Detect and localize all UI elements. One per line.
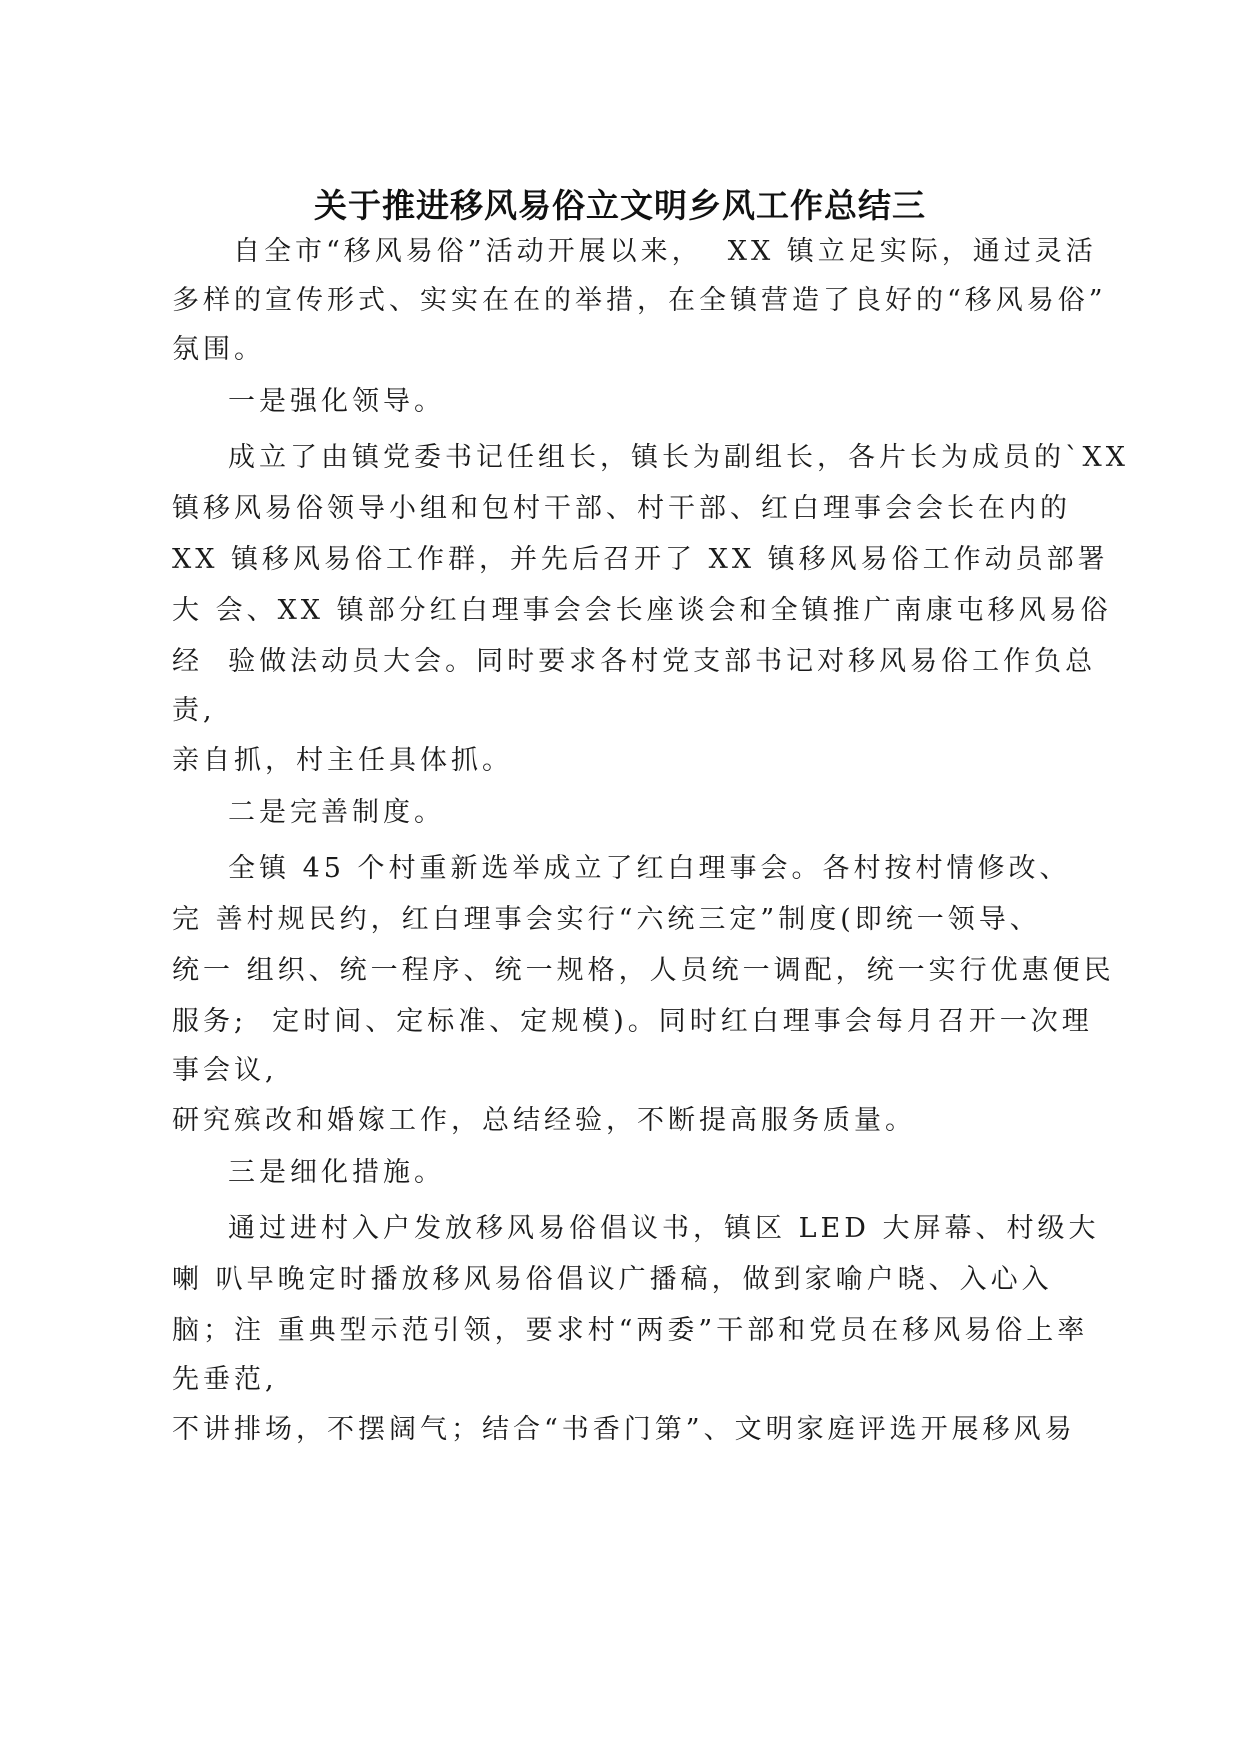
paragraph-line: 全镇 45 个村重新选举成立了红白理事会。各村按村情修改、	[228, 853, 1071, 884]
paragraph-line: 责,	[172, 695, 216, 726]
paragraph-line: XX 镇移风易俗工作群，并先后召开了 XX 镇移风易俗工作动员部署	[172, 544, 1109, 575]
paragraph-line: 不讲排场，不摆阔气；结合“书香门第”、文明家庭评选开展移风易	[172, 1414, 1076, 1445]
paragraph-line: 亲自抓，村主任具体抓。	[172, 745, 513, 776]
paragraph-line: 氛围。	[172, 334, 265, 365]
section-heading: 二是完善制度。	[228, 797, 445, 828]
paragraph-line: 事会议,	[172, 1055, 278, 1086]
section-heading: 一是强化领导。	[228, 386, 445, 417]
paragraph-line: 镇移风易俗领导小组和包村干部、村干部、红白理事会会长在内的	[172, 493, 1071, 524]
paragraph-line: 统一 组织、统一程序、统一规格，人员统一调配，统一实行优惠便民	[172, 955, 1115, 986]
paragraph-line: 研究殡改和婚嫁工作，总结经验，不断提高服务质量。	[172, 1105, 916, 1136]
paragraph-line: 经 验做法动员大会。同时要求各村党支部书记对移风易俗工作负总	[172, 646, 1097, 677]
paragraph-line: 喇 叭早晚定时播放移风易俗倡议广播稿，做到家喻户晓、入心入	[172, 1264, 1053, 1295]
paragraph-line: 服务; 定时间、定标准、定规模)。同时红白理事会每月召开一次理	[172, 1006, 1093, 1037]
paragraph-line: 多样的宣传形式、实实在在的举措，在全镇营造了良好的“移风易俗”	[172, 285, 1107, 316]
paragraph-line: 通过进村入户发放移风易俗倡议书，镇区 LED 大屏幕、村级大	[228, 1213, 1100, 1244]
section-heading: 三是细化措施。	[228, 1157, 445, 1188]
paragraph-line: 大 会、XX 镇部分红白理事会会长座谈会和全镇推广南康屯移风易俗	[172, 595, 1112, 626]
document-title: 关于推进移风易俗立文明乡风工作总结三	[314, 186, 926, 225]
paragraph-line: 成立了由镇党委书记任组长，镇长为副组长，各片长为成员的`XX	[228, 442, 1129, 473]
paragraph-line: 自全市“移风易俗”活动开展以来， XX 镇立足实际，通过灵活	[233, 236, 1097, 267]
paragraph-line: 先垂范,	[172, 1364, 278, 1395]
paragraph-line: 脑；注 重典型示范引领，要求村“两委”干部和党员在移风易俗上率	[172, 1315, 1089, 1346]
paragraph-line: 完 善村规民约，红白理事会实行“六统三定”制度(即统一领导、	[172, 904, 1041, 935]
